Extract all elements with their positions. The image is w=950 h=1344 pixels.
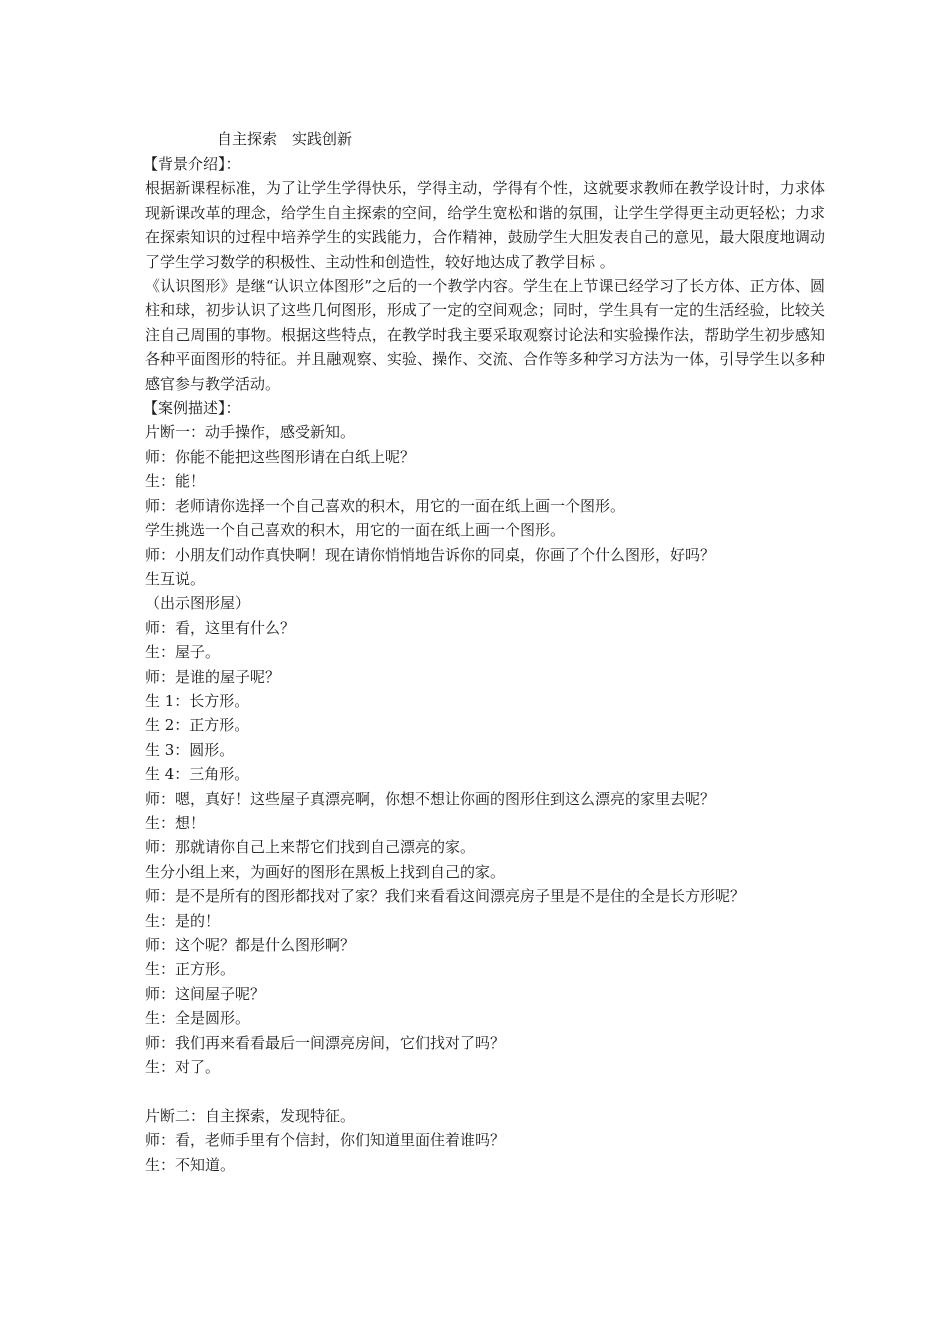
dialogue-line: 师：老师请你选择一个自己喜欢的积木，用它的一面在纸上画一个图形。 bbox=[145, 496, 626, 515]
dialogue-line: 生：是的！ bbox=[145, 911, 221, 930]
dialogue-line: 生：对了。 bbox=[145, 1058, 221, 1077]
document-title: 自主探索 实践创新 bbox=[217, 130, 353, 148]
dialogue-line: 生：全是圆形。 bbox=[145, 1009, 251, 1028]
dialogue-line: 师：小朋友们动作真快啊！现在请你悄悄地告诉你的同桌，你画了个什么图形，好吗？ bbox=[145, 545, 716, 564]
section-heading-background: 【背景介绍】： bbox=[143, 155, 241, 173]
dialogue-line: 生：能！ bbox=[145, 472, 206, 491]
dialogue-line: 师：嗯，真好！这些屋子真漂亮啊，你想不想让你画的图形住到这么漂亮的家里去呢？ bbox=[145, 789, 716, 808]
dialogue-line: 师：那就请你自己上来帮它们找到自己漂亮的家。 bbox=[145, 838, 476, 857]
dialogue-line: 生：想！ bbox=[145, 813, 206, 832]
dialogue-line: 生互说。 bbox=[145, 569, 206, 588]
dialogue-line: 生 2：正方形。 bbox=[145, 716, 250, 735]
dialogue-line: 师：看，老师手里有个信封，你们知道里面住着谁吗？ bbox=[145, 1131, 506, 1150]
dialogue-line: （出示图形屋） bbox=[145, 594, 251, 613]
dialogue-line: 生分小组上来，为画好的图形在黑板上找到自己的家。 bbox=[145, 862, 506, 881]
background-paragraph-1: 根据新课程标准，为了让学生学得快乐，学得主动，学得有个性，这就要求教师在教学设计时，力求体现新课改革的理念，给学生自主探索的空间，给学生宽松和谐的氛围，让学生学得更主动更轻松；力求在探索知识的过程中培养学生的实践能力，合作精神，鼓励学生大胆发表自己的意见，最大限度地调动了学生学习数学的积极性、主动性和创造性，较好地达成了教学目标 。 bbox=[145, 179, 825, 271]
dialogue-line: 生 3：圆形。 bbox=[145, 740, 235, 759]
dialogue-line: 师：是谁的屋子呢？ bbox=[145, 667, 281, 686]
section-heading-case: 【案例描述】： bbox=[143, 399, 241, 418]
document-body bbox=[145, 152, 825, 1177]
dialogue-line: 生 1：长方形。 bbox=[145, 691, 250, 710]
dialogue-line: 生：不知道。 bbox=[145, 1155, 236, 1174]
dialogue-line: 生 4：三角形。 bbox=[145, 765, 250, 784]
dialogue-line: 学生挑选一个自己喜欢的积木，用它的一面在纸上画一个图形。 bbox=[145, 521, 566, 540]
dialogue-line: 师：看，这里有什么？ bbox=[145, 618, 296, 637]
dialogue-line: 生：屋子。 bbox=[145, 643, 221, 662]
background-paragraph-2: 《认识图形》是继“认识立体图形”之后的一个教学内容。学生在上节课已经学习了长方体、正方体、圆柱和球，初步认识了这些几何图形，形成了一定的空间观念；同时，学生具有一定的生活经验，比较关注自己周围的事物。根据这些特点，在教学时我主要采取观察讨论法和实验操作法，帮助学生初步感知各种平面图形的特征。并且融观察、实验、操作、交流、合作等多种学习方法为一体，引导学生以多种感官参与教学活动。 bbox=[145, 277, 825, 393]
dialogue-line: 师：这个呢？都是什么图形啊？ bbox=[145, 936, 356, 954]
dialogue-line: 片断一：动手操作，感受新知。 bbox=[145, 423, 356, 442]
dialogue-line: 师：是不是所有的图形都找对了家？我们来看看这间漂亮房子里是不是住的全是长方形呢？ bbox=[145, 887, 746, 906]
dialogue-line: 片断二：自主探索，发现特征。 bbox=[145, 1106, 356, 1125]
dialogue-line: 生：正方形。 bbox=[145, 960, 236, 979]
dialogue-line: 师：你能不能把这些图形请在白纸上呢？ bbox=[145, 447, 416, 466]
blank-line bbox=[145, 1079, 825, 1103]
dialogue-line: 师：这间屋子呢？ bbox=[145, 984, 266, 1003]
dialogue-line: 师：我们再来看看最后一间漂亮房间，它们找对了吗？ bbox=[145, 1033, 506, 1052]
